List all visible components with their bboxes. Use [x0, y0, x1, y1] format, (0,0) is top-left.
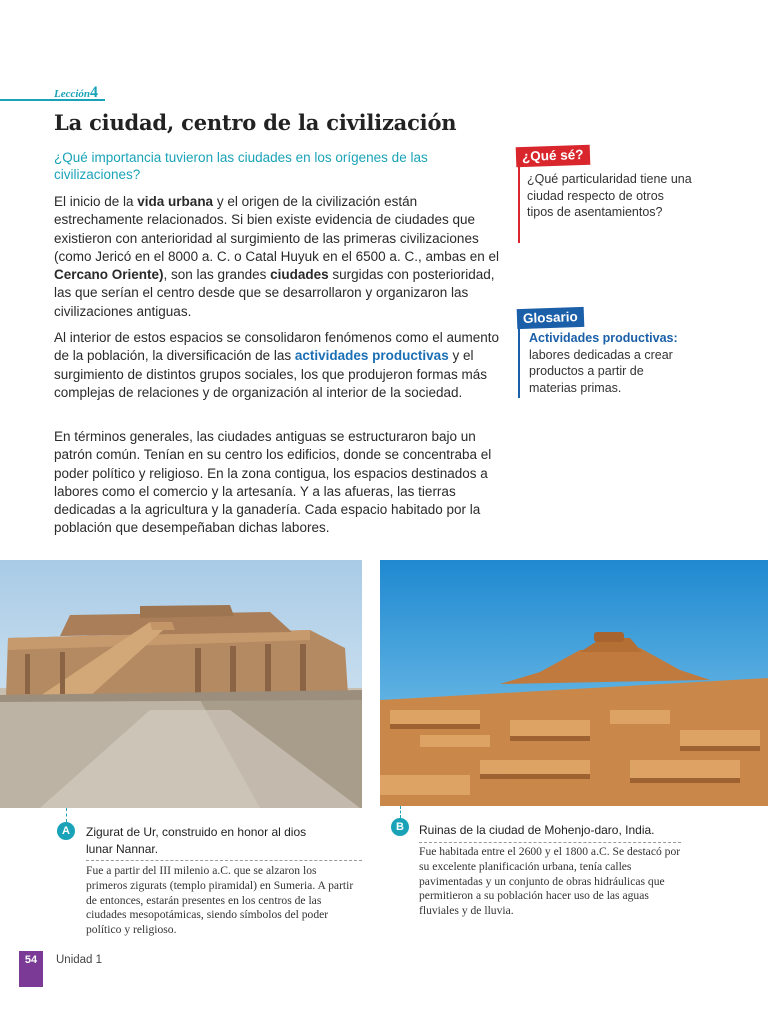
- caption-a-badge: A: [57, 822, 75, 840]
- caption-b-badge: B: [391, 818, 409, 836]
- photo-mohenjo-daro: [380, 560, 768, 806]
- glosario-bar: [518, 328, 520, 398]
- guiding-question: ¿Qué importancia tuvieron las ciudades en los orígenes de las civilizaciones?: [54, 150, 428, 182]
- lesson-prefix: Lección: [54, 88, 91, 100]
- que-se-bar: [518, 167, 520, 243]
- que-se-box: [516, 146, 590, 166]
- caption-b-title: Ruinas de la ciudad de Mohenjo-daro, India.: [419, 823, 655, 837]
- lesson-number: 4: [90, 84, 99, 101]
- page-title: La ciudad, centro de la civilización: [54, 110, 457, 135]
- paragraph-1: El inicio de la vida urbana y el origen de la civilización están estrechamente relacionados. Si bien existe evidencia de ciudades que existieron con anterioridad al surgimiento de las primeras civilizaciones (como Jericó en el 8000 a. C. o Catal Huyuk en el 6500 a. C., ambas en el Cercano Oriente), son las grandes ciudades surgidas con posterioridad, las que serían el centro desde que se desarrollaron y organizaron las civilizaciones antiguas.: [54, 194, 499, 319]
- photo-ziggurat: [0, 560, 362, 808]
- que-se-label: ¿Qué sé?: [516, 145, 590, 168]
- caption-b-connector: [400, 806, 401, 818]
- caption-a-text: Fue a partir del III milenio a.C. que se alzaron los primeros zigurats (templo piramidal) en Sumeria. A partir de entonces, estarán presentes en los centros de las ciudades mesopotámicas, siendo símbolos del poder político y religioso.: [86, 864, 354, 937]
- paragraph-3: En términos generales, las ciudades antiguas se estructuraron bajo un patrón común. Tenían en su centro los edificios, donde se concentraba el poder político y religioso. En la zona contigua, los espacios destinados a labores como el comercio y la artesanía. Y a las afueras, las tierras dedicadas a la agricultura y la ganadería. Cada espacio habitado por la población que desempeñaban dichas labores.: [54, 429, 492, 536]
- glosario-text: [529, 330, 694, 396]
- glosario-term: Actividades productivas:: [529, 331, 678, 345]
- page-number: 54: [19, 951, 43, 987]
- glossary-link[interactable]: actividades productivas: [294, 348, 449, 364]
- que-se-text: ¿Qué particularidad tiene una ciudad respecto de otros tipos de asentamientos?: [527, 172, 692, 219]
- caption-a-title: Zigurat de Ur, construido en honor al dios lunar Nannar.: [86, 825, 307, 856]
- caption-a-connector: [66, 808, 67, 822]
- caption-b-divider: [419, 842, 681, 843]
- caption-a-divider: [86, 860, 362, 861]
- caption-b-text: Fue habitada entre el 2600 y el 1800 a.C. Se destacó por su excelente planificación urbana, tenía calles pavimentadas y un conjunto de obras hidráulicas que permitieron a su población hacer uso de las aguas fluviales y de lluvia.: [419, 845, 681, 918]
- glosario-def: labores dedicadas a crear productos a partir de materias primas.: [529, 347, 673, 395]
- unit-label: Unidad 1: [56, 954, 103, 966]
- glosario-label: Glosario: [517, 307, 584, 329]
- paragraph-2: Al interior de estos espacios se consolidaron fenómenos como el aumento de la población, la diversificación de las actividades productivas y el surgimiento de distintos grupos sociales, los que produjeron formas más complejas de relaciones y de organización al interior de la sociedad.: [54, 330, 499, 400]
- lesson-tag: [54, 84, 98, 102]
